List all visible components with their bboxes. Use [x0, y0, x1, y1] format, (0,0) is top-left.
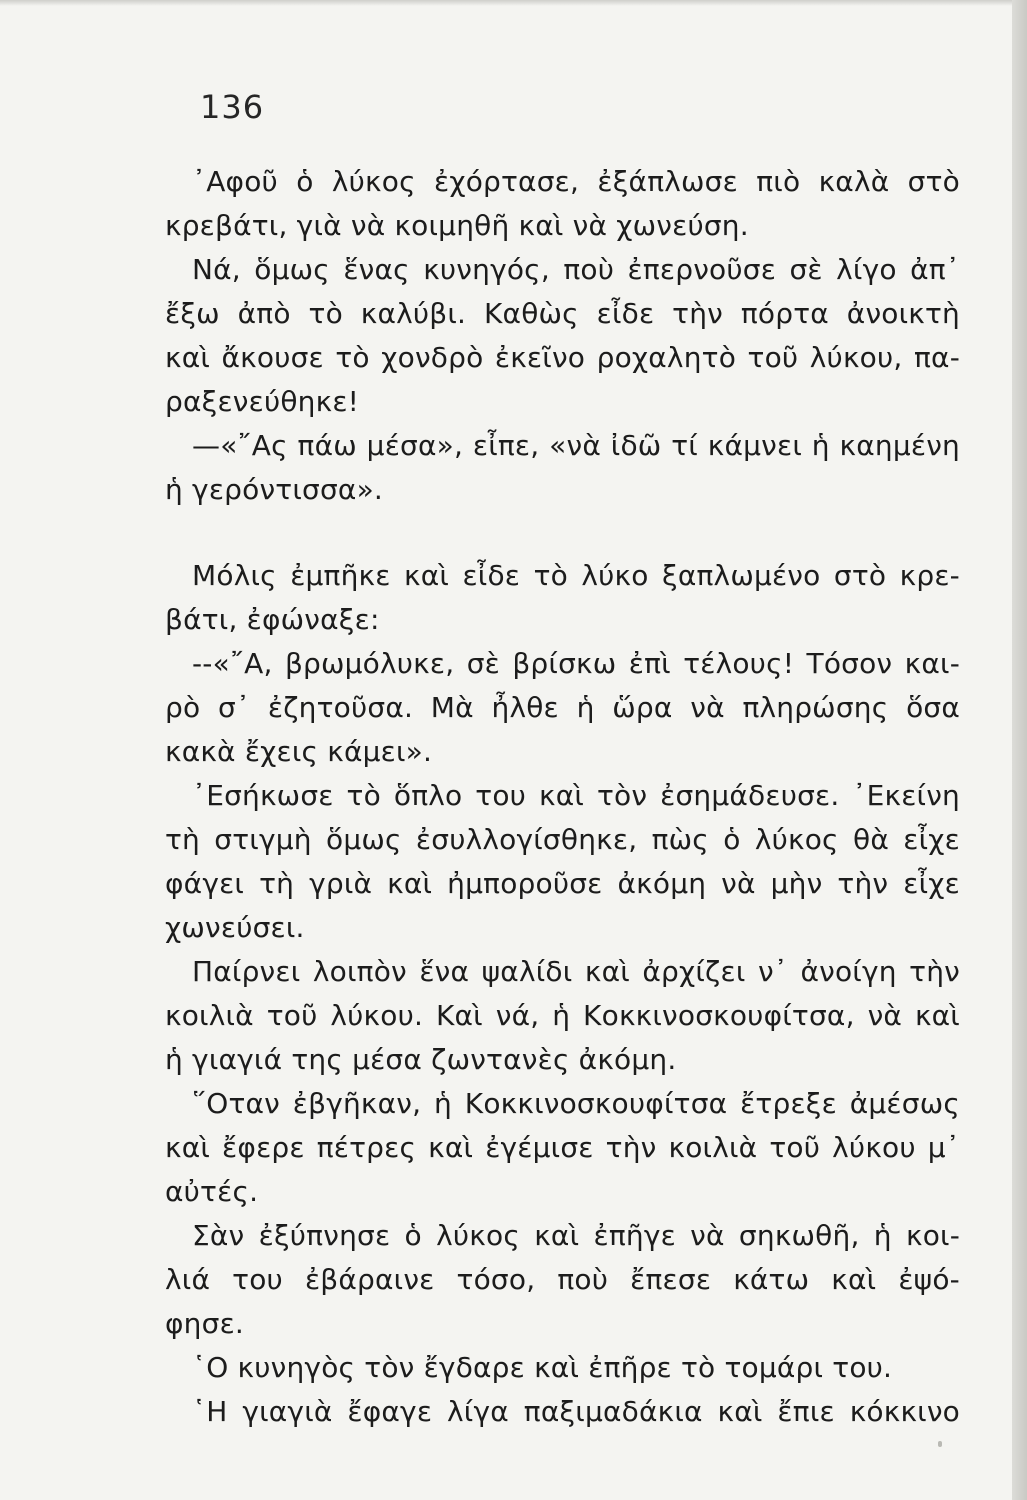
- text-line: ἡ γιαγιά της μέσα ζωντανὲς ἀκόμη.: [165, 1043, 677, 1076]
- text-line: —«῎Ας πάω μέσα», εἶπε, «νὰ ἰδῶ τί κάμνει ἡ καημένη: [192, 429, 960, 462]
- text-line: καὶ ἄκουσε τὸ χονδρὸ ἐκεῖνο ροχαλητὸ τοῦ λύκου, πα-: [165, 341, 960, 374]
- text-line: ἔξω ἀπὸ τὸ καλύβι. Καθὼς εἶδε τὴν πόρτα ἀνοικτὴ: [165, 297, 960, 330]
- text-line: αὐτές.: [165, 1175, 259, 1208]
- text-line: φησε.: [165, 1307, 244, 1340]
- text-line: κρεβάτι, γιὰ νὰ κοιμηθῆ καὶ νὰ χωνεύση.: [165, 209, 749, 242]
- text-line: βάτι, ἐφώναξε:: [165, 603, 380, 636]
- text-line: ᾿Εσήκωσε τὸ ὅπλο του καὶ τὸν ἐσημάδευσε. ᾿Εκείνη: [192, 779, 960, 812]
- text-line: Σὰν ἐξύπνησε ὁ λύκος καὶ ἐπῆγε νὰ σηκωθῆ, ἡ κοι-: [192, 1219, 960, 1252]
- text-line: Μόλις ἐμπῆκε καὶ εἶδε τὸ λύκο ξαπλωμένο στὸ κρε-: [192, 559, 960, 592]
- text-line: ραξενεύθηκε!: [165, 385, 360, 418]
- text-line: --«῎Α, βρωμόλυκε, σὲ βρίσκω ἐπὶ τέλους! Τόσον και-: [192, 647, 960, 680]
- text-line: καὶ ἔφερε πέτρες καὶ ἐγέμισε τὴν κοιλιὰ τοῦ λύκου μ᾿: [165, 1131, 960, 1164]
- text-line: τὴ στιγμὴ ὅμως ἐσυλλογίσθηκε, πὼς ὁ λύκος θὰ εἶχε: [165, 823, 960, 856]
- paper-speck: [938, 1441, 942, 1447]
- text-line: κακὰ ἔχεις κάμει».: [165, 735, 433, 768]
- text-line: ῾Η γιαγιὰ ἔφαγε λίγα παξιμαδάκια καὶ ἔπιε κόκκινο: [192, 1395, 960, 1428]
- text-line: Παίρνει λοιπὸν ἕνα ψαλίδι καὶ ἀρχίζει ν᾿ ἀνοίγη τὴν: [192, 955, 960, 988]
- text-line: κοιλιὰ τοῦ λύκου. Καὶ νά, ἡ Κοκκινοσκουφίτσα, νὰ καὶ: [165, 999, 960, 1032]
- text-line: χωνεύσει.: [165, 911, 305, 944]
- paragraph-gap: [165, 512, 960, 554]
- page-right-edge: [1012, 0, 1027, 1500]
- text-line: ᾿Αφοῦ ὁ λύκος ἐχόρτασε, ἐξάπλωσε πιὸ καλὰ στὸ: [192, 165, 960, 198]
- text-line: ἡ γερόντισσα».: [165, 473, 384, 506]
- text-line: ῾Ο κυνηγὸς τὸν ἔγδαρε καὶ ἐπῆρε τὸ τομάρι του.: [192, 1351, 893, 1384]
- text-line: ρὸ σ᾿ ἐζητοῦσα. Μὰ ἦλθε ἡ ὥρα νὰ πληρώσης ὅσα: [165, 691, 960, 724]
- text-line: φάγει τὴ γριὰ καὶ ἠμποροῦσε ἀκόμη νὰ μὴν τὴν εἶχε: [165, 867, 960, 900]
- text-line: λιά του ἐβάραινε τόσο, ποὺ ἔπεσε κάτω καὶ ἐψό-: [165, 1263, 960, 1296]
- text-line: Νά, ὅμως ἕνας κυνηγός, ποὺ ἐπερνοῦσε σὲ λίγο ἀπ᾿: [192, 253, 960, 286]
- page-top-shadow: [0, 0, 1027, 6]
- text-line: ῞Οταν ἐβγῆκαν, ἡ Κοκκινοσκουφίτσα ἔτρεξε ἀμέσως: [192, 1087, 960, 1120]
- page-body-text: [165, 160, 960, 1434]
- page-number: 136: [200, 88, 265, 126]
